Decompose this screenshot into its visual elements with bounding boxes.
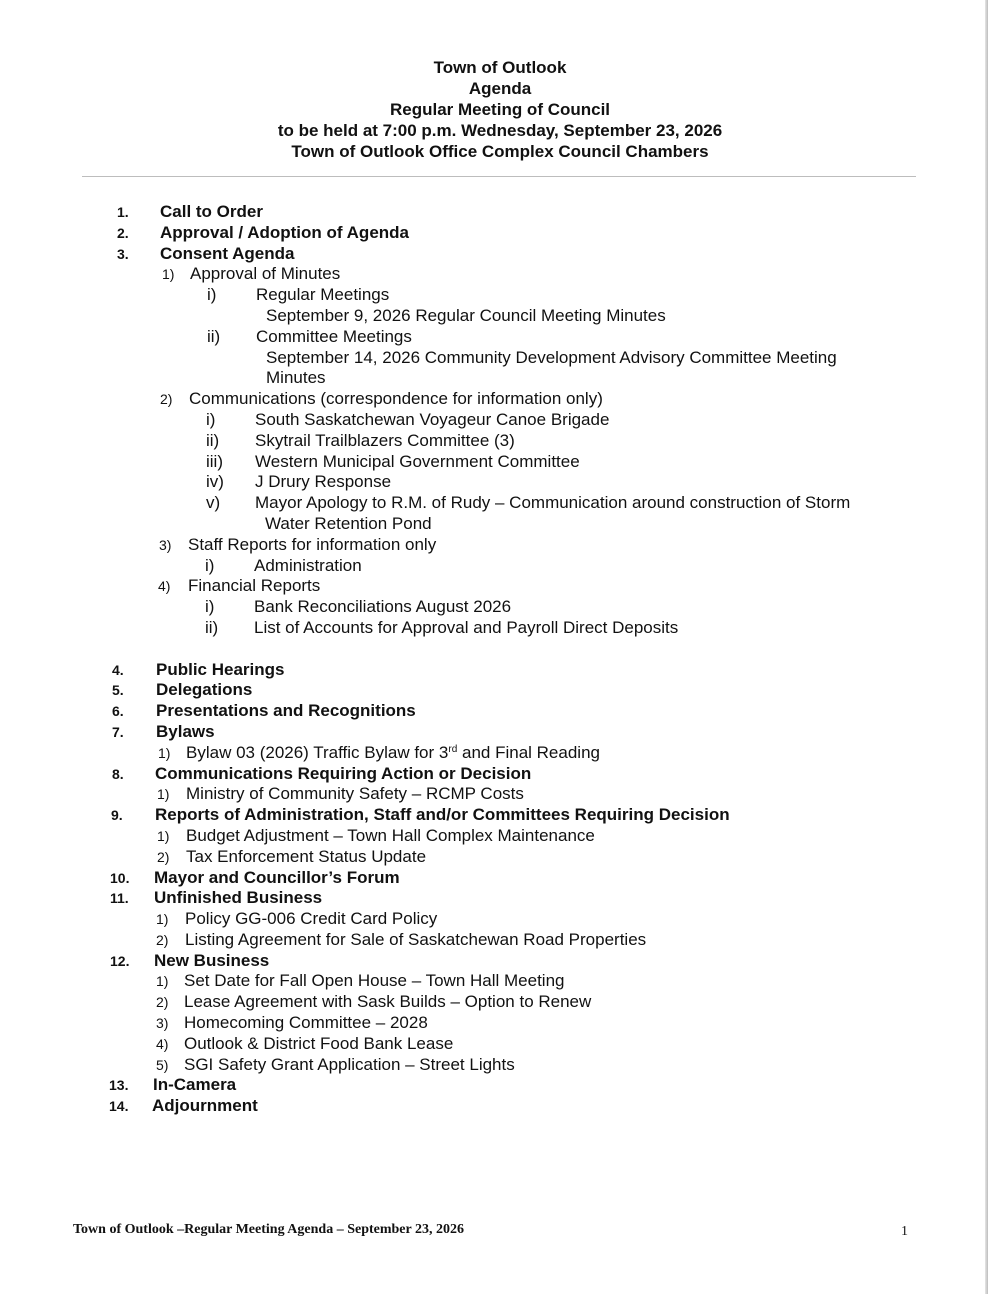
item-number: 4. <box>112 661 124 678</box>
agenda-list <box>0 202 1000 1117</box>
roman-item <box>0 327 1000 348</box>
item-number: 8. <box>112 765 124 782</box>
sub-item <box>0 743 1000 764</box>
sub-item <box>0 971 1000 992</box>
item-number: 13. <box>109 1077 129 1094</box>
roman-item-detail <box>0 368 1000 389</box>
sub-item-label: SGI Safety Grant Application – Street Lights <box>184 1054 515 1074</box>
roman-item-number: ii) <box>206 430 220 450</box>
sub-item-number: 1) <box>157 786 170 803</box>
detail-text: Minutes <box>266 368 326 388</box>
sub-item-number: 2) <box>160 391 173 408</box>
sub-item-number: 3) <box>159 536 172 553</box>
roman-item <box>0 452 1000 473</box>
sub-item-number: 2) <box>156 931 169 948</box>
roman-item-label: Western Municipal Government Committee <box>255 451 580 471</box>
roman-item-number: ii) <box>205 617 219 637</box>
sub-item-label: Tax Enforcement Status Update <box>186 846 427 866</box>
agenda-item-5 <box>0 680 1000 701</box>
page-number: 1 <box>901 1224 908 1239</box>
roman-item <box>0 556 1000 577</box>
detail-text: September 14, 2026 Community Development Advisory Committee Meeting <box>266 347 837 367</box>
item-title: Bylaws <box>156 721 215 741</box>
roman-item <box>0 472 1000 493</box>
sub-item-number: 2) <box>157 848 170 865</box>
roman-item-label: Regular Meetings <box>256 285 390 305</box>
sub-item-label: Communications (correspondence for information only) <box>189 389 603 409</box>
sub-item-label: Staff Reports for information only <box>188 534 437 554</box>
header-doc-type: Agenda <box>468 79 532 98</box>
sub-item <box>0 1013 1000 1034</box>
item-number: 7. <box>112 723 124 740</box>
agenda-item-7 <box>0 722 1000 743</box>
roman-item-number: i) <box>206 409 216 429</box>
agenda-item-3 <box>0 244 1000 265</box>
roman-item-label: List of Accounts for Approval and Payroll Direct Deposits <box>254 617 679 637</box>
sub-item-label: Listing Agreement for Sale of Saskatchewan Road Properties <box>185 929 647 949</box>
sub-item-label: Policy GG-006 Credit Card Policy <box>185 909 438 929</box>
sub-item-number: 4) <box>158 578 171 595</box>
roman-item-label: Bank Reconciliations August 2026 <box>254 597 512 617</box>
header-meeting-type: Regular Meeting of Council <box>389 100 611 119</box>
item-number: 6. <box>112 703 124 720</box>
item-title: Communications Requiring Action or Decision <box>155 763 532 783</box>
roman-item-label: Administration <box>254 555 362 575</box>
item-title: Consent Agenda <box>160 243 295 263</box>
item-number: 12. <box>110 952 130 969</box>
sub-item-label <box>186 743 600 764</box>
label-text-end: and Final Reading <box>457 742 600 762</box>
roman-item <box>0 431 1000 452</box>
roman-item-label: Mayor Apology to R.M. of Rudy – Communication around construction of Storm <box>255 493 851 513</box>
roman-item-label: Committee Meetings <box>256 326 412 346</box>
label-text: Bylaw 03 (2026) Traffic Bylaw for 3 <box>186 742 449 762</box>
item-number: 3. <box>117 245 129 262</box>
sub-item-number: 5) <box>156 1056 169 1073</box>
item-number: 5. <box>112 682 124 699</box>
detail-text: September 9, 2026 Regular Council Meeting Minutes <box>266 305 666 325</box>
sub-item-number: 1) <box>157 827 170 844</box>
item-number: 14. <box>109 1098 129 1115</box>
agenda-item-13 <box>0 1075 1000 1096</box>
sub-item-label: Financial Reports <box>188 576 321 596</box>
sub-item-number: 4) <box>156 1035 169 1052</box>
roman-item-label: Skytrail Trailblazers Committee (3) <box>255 430 515 450</box>
agenda-item-14 <box>0 1096 1000 1117</box>
roman-item-number: ii) <box>207 326 221 346</box>
roman-item-label: J Drury Response <box>255 472 392 492</box>
sub-item <box>0 992 1000 1013</box>
item-title: Mayor and Councillor’s Forum <box>154 867 400 887</box>
sub-item <box>0 784 1000 805</box>
ordinal-suffix: rd <box>448 743 458 755</box>
sub-item <box>0 930 1000 951</box>
roman-item-label: South Saskatchewan Voyageur Canoe Brigade <box>255 409 610 429</box>
item-title: Unfinished Business <box>154 888 323 908</box>
roman-item-detail <box>0 348 1000 369</box>
sub-item-label: Lease Agreement with Sask Builds – Option to Renew <box>184 992 592 1012</box>
item-title: New Business <box>154 950 270 970</box>
sub-item <box>0 847 1000 868</box>
agenda-item-10 <box>0 868 1000 889</box>
agenda-item-4 <box>0 660 1000 681</box>
sub-item <box>0 909 1000 930</box>
roman-item-number: v) <box>206 493 221 513</box>
sub-item <box>0 1034 1000 1055</box>
header-town-name: Town of Outlook <box>433 58 567 77</box>
roman-item <box>0 285 1000 306</box>
item-number: 9. <box>111 807 123 824</box>
item-title: Delegations <box>156 680 253 700</box>
roman-item <box>0 618 1000 639</box>
agenda-item-2 <box>0 223 1000 244</box>
header-meeting-location: Town of Outlook Office Complex Council Chambers <box>291 142 709 161</box>
sub-item-label: Approval of Minutes <box>190 264 341 284</box>
roman-item-number: iii) <box>206 451 223 471</box>
agenda-item-1 <box>0 202 1000 223</box>
roman-item <box>0 410 1000 431</box>
item-number: 11. <box>110 890 129 907</box>
agenda-item-11 <box>0 888 1000 909</box>
item-title: Reports of Administration, Staff and/or Committees Requiring Decision <box>155 805 730 825</box>
roman-item-detail <box>0 306 1000 327</box>
item-title: In-Camera <box>153 1075 237 1095</box>
page-footer: Town of Outlook –Regular Meeting Agenda – September 23, 2026 <box>73 1222 464 1237</box>
sub-item-label: Ministry of Community Safety – RCMP Costs <box>186 784 524 804</box>
item-title: Call to Order <box>160 202 263 221</box>
sub-item-label: Set Date for Fall Open House – Town Hall Meeting <box>184 971 565 991</box>
item-number: 2. <box>117 224 129 241</box>
agenda-item-6 <box>0 701 1000 722</box>
item-title: Adjournment <box>152 1096 258 1116</box>
roman-item <box>0 493 1000 514</box>
sub-item <box>0 1055 1000 1076</box>
sub-item-label: Budget Adjustment – Town Hall Complex Maintenance <box>186 825 595 845</box>
sub-item <box>0 264 1000 285</box>
sub-item-number: 3) <box>156 1015 169 1032</box>
sub-item <box>0 826 1000 847</box>
roman-item-detail <box>0 514 1000 535</box>
sub-item <box>0 576 1000 597</box>
roman-item <box>0 597 1000 618</box>
document-header <box>0 57 1000 162</box>
sub-item-number: 2) <box>156 994 169 1011</box>
roman-item-number: i) <box>205 597 215 617</box>
sub-item-label: Homecoming Committee – 2028 <box>184 1013 428 1033</box>
sub-item-number: 1) <box>156 973 169 990</box>
sub-item-number: 1) <box>162 266 175 283</box>
item-title: Public Hearings <box>156 659 285 679</box>
agenda-item-9 <box>0 805 1000 826</box>
item-number: 10. <box>110 869 130 886</box>
item-title: Approval / Adoption of Agenda <box>160 222 409 242</box>
sub-item-number: 1) <box>156 911 169 928</box>
sub-item <box>0 389 1000 410</box>
item-number: 1. <box>117 204 129 220</box>
header-meeting-time: to be held at 7:00 p.m. Wednesday, September 23, 2026 <box>277 121 723 140</box>
roman-item-number: i) <box>205 555 215 575</box>
agenda-item-8 <box>0 764 1000 785</box>
sub-item-label: Outlook & District Food Bank Lease <box>184 1033 454 1053</box>
agenda-item-12 <box>0 951 1000 972</box>
sub-item-number: 1) <box>158 744 171 761</box>
spacer <box>0 639 1000 660</box>
roman-item-number: iv) <box>206 472 224 492</box>
header-divider <box>82 176 916 177</box>
roman-item-number: i) <box>207 285 217 305</box>
item-title: Presentations and Recognitions <box>156 701 416 721</box>
sub-item <box>0 535 1000 556</box>
detail-text: Water Retention Pond <box>265 513 432 533</box>
